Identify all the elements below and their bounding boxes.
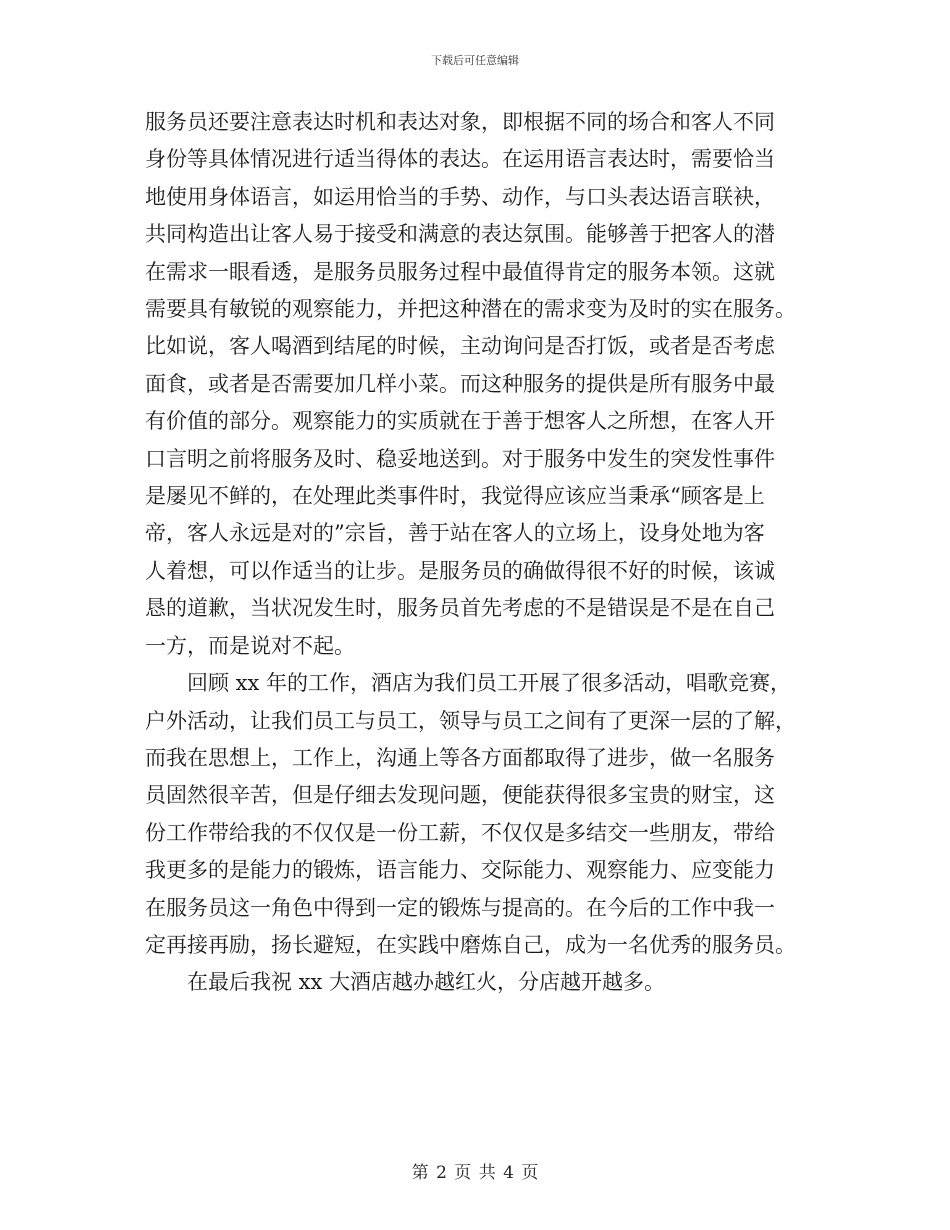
text-line: 人着想，可以作适当的让步。是服务员的确做得很不好的时候，该诚 [145,558,775,583]
text-line: 定再接再励，扬长避短，在实践中磨炼自己，成为一名优秀的服务员。 [145,932,796,957]
text-line: 在服务员这一角色中得到一定的锻炼与提高的。在今后的工作中我一 [145,895,775,920]
text-line: 口言明之前将服务及时、稳妥地送到。对于服务中发生的突发性事件 [145,446,775,471]
text-line: 回顾 xx 年的工作，酒店为我们员工开展了很多活动，唱歌竞赛， [187,671,792,696]
text-line: 是屡见不鲜的，在处理此类事件时，我觉得应该应当秉承“顾客是上 [145,484,765,509]
text-line: 地使用身体语言，如运用恰当的手势、动作，与口头表达语言联袂， [145,184,775,209]
paragraph-3 [145,964,817,1001]
text-line: 服务员还要注意表达时机和表达对象，即根据不同的场合和客人不同 [145,110,775,134]
text-line: 比如说，客人喝酒到结尾的时候，主动询问是否打饭，或者是否考虑 [145,334,775,359]
document-body [145,104,817,1002]
text-line: 我更多的是能力的锻炼，语言能力、交际能力、观察能力、应变能力 [145,858,775,883]
text-line: 在最后我祝 xx 大酒店越办越红火，分店越开越多。 [187,970,666,995]
text-line: 在需求一眼看透，是服务员服务过程中最值得肯定的服务本领。这就 [145,259,775,284]
text-line: 户外活动，让我们员工与员工，领导与员工之间有了更深一层的了解， [145,708,796,733]
text-line: 份工作带给我的不仅仅是一份工薪，不仅仅是多结交一些朋友，带给 [145,820,775,845]
text-line: 员固然很辛苦，但是仔细去发现问题，便能获得很多宝贵的财宝，这 [145,783,775,808]
text-line: 恳的道歉，当状况发生时，服务员首先考虑的不是错误是不是在自己 [145,596,775,621]
page-number: 第 2 页 共 4 页 [411,1163,539,1183]
text-line: 有价值的部分。观察能力的实质就在于善于想客人之所想，在客人开 [145,409,775,434]
text-line: 需要具有敏锐的观察能力，并把这种潜在的需求变为及时的实在服务。 [145,297,796,322]
text-line: 共同构造出让客人易于接受和满意的表达氛围。能够善于把客人的潜 [145,222,775,247]
text-line: 面食，或者是否需要加几样小菜。而这种服务的提供是所有服务中最 [145,371,775,396]
text-line: 身份等具体情况进行适当得体的表达。在运用语言表达时，需要恰当 [145,147,775,172]
text-line: 一方，而是说对不起。 [145,633,355,658]
paragraph-2 [145,665,817,964]
paragraph-1 [145,104,817,665]
text-line: 帝，客人永远是对的”宗旨，善于站在客人的立场上，设身处地为客 [145,521,765,546]
text-line: 而我在思想上，工作上，沟通上等各方面都取得了进步，做一名服务 [145,745,775,770]
page-header-note: 下载后可任意编辑 [431,54,519,67]
